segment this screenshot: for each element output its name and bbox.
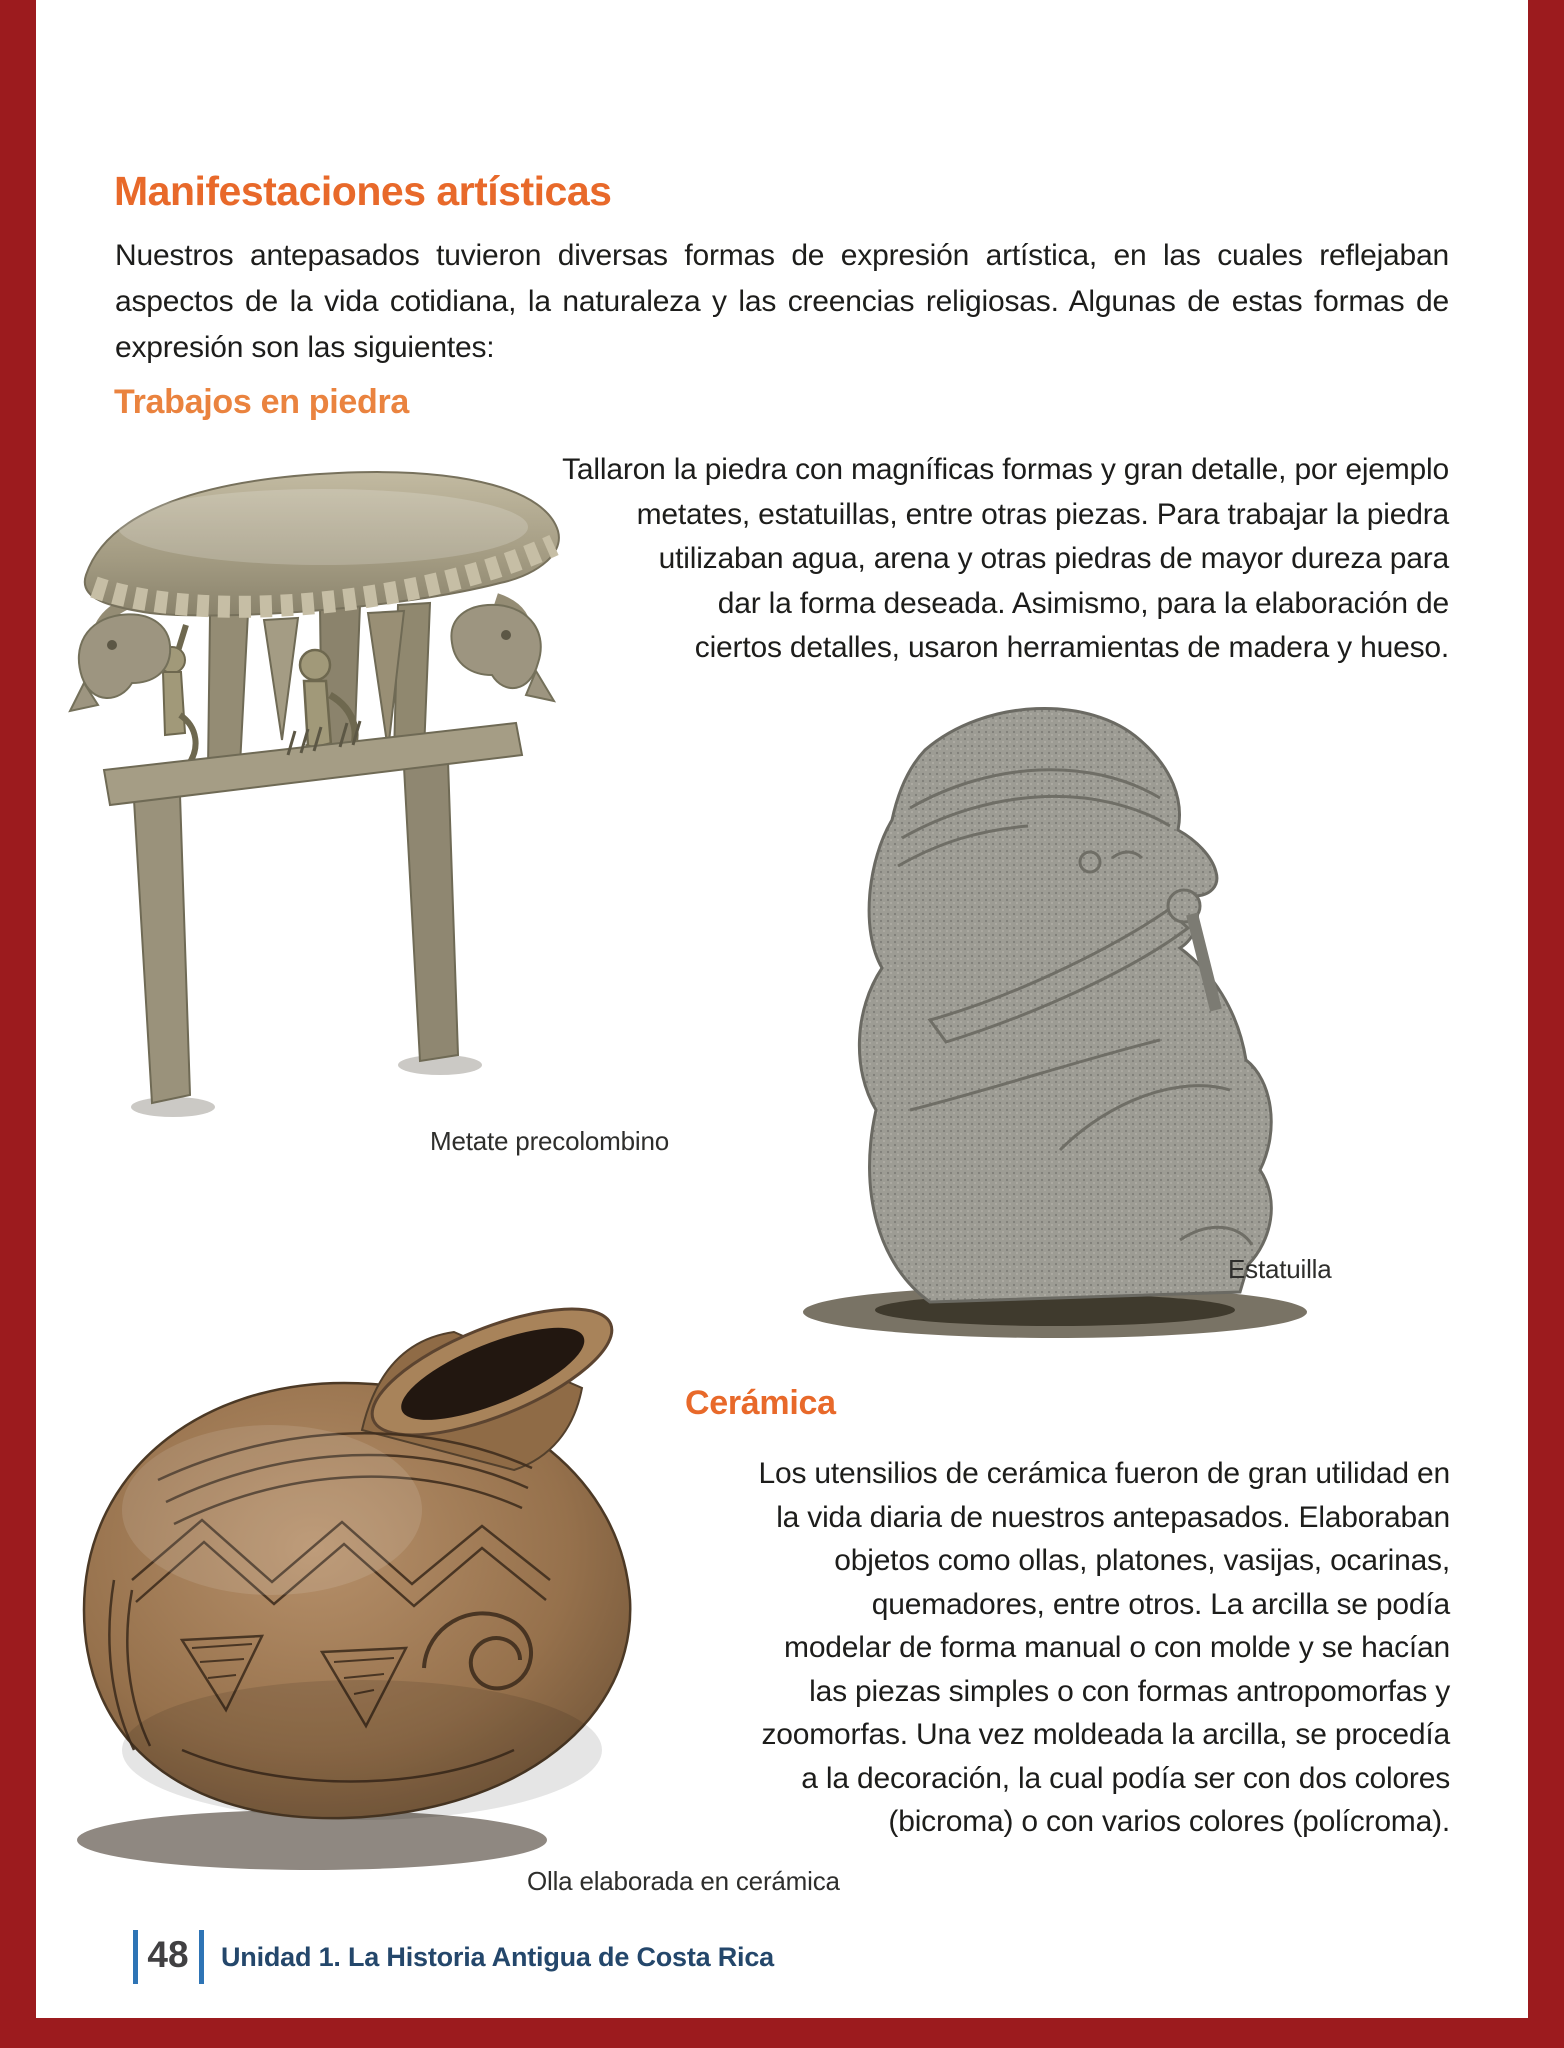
intro-paragraph	[115, 233, 1449, 371]
ceramic-text-line: modelar de forma manual o con molde y se hacían	[784, 1631, 1450, 1664]
page-title: Manifestaciones artísticas	[114, 168, 612, 214]
metate-caption: Metate precolombino	[430, 1126, 669, 1156]
ceramic-pot-caption: Olla elaborada en cerámica	[527, 1866, 840, 1896]
footer-unit-title: Unidad 1. La Historia Antigua de Costa Rica	[221, 1942, 774, 1972]
stone-text-line: ciertos detalles, usaron herramientas de madera y hueso.	[694, 631, 1449, 664]
ceramic-text-line: zoomorfas. Una vez moldeada la arcilla, se procedía	[761, 1718, 1450, 1751]
stone-text-line: metates, estatuillas, entre otras piezas. Para trabajar la piedra	[636, 497, 1449, 531]
intro-line: aspectos de la vida cotidiana, la naturaleza y las creencias religiosas. Algunas de estas formas de	[115, 285, 1449, 318]
estatuilla-photo	[760, 680, 1335, 1345]
stone-text-line: dar la forma deseada. Asimismo, para la elaboración de	[717, 586, 1449, 620]
ceramic-text-line: la vida diaria de nuestros antepasados. Elaboraban	[776, 1500, 1450, 1534]
ceramic-text-line: las piezas simples o con formas antropomorfas y	[809, 1674, 1450, 1708]
ceramic-paragraph	[675, 1452, 1450, 1844]
ceramic-text-line: quemadores, entre otros. La arcilla se podía	[871, 1587, 1450, 1621]
page-border-right	[1528, 0, 1564, 2048]
ceramic-text-line: objetos como ollas, platones, vasijas, ocarinas,	[834, 1544, 1450, 1577]
page-border-bottom	[0, 2018, 1564, 2048]
ceramic-text-line: (bicroma) o con varios colores (polícroma).	[888, 1805, 1450, 1838]
section-heading-stone: Trabajos en piedra	[114, 383, 410, 421]
intro-line: expresión son las siguientes:	[115, 331, 495, 364]
page-border-left	[0, 0, 36, 2048]
ceramic-text-line: a la decoración, la cual podía ser con dos colores	[801, 1761, 1450, 1795]
metate-photo	[68, 455, 643, 1120]
ceramic-pot-photo	[62, 1280, 702, 1890]
stone-text-line: Tallaron la piedra con magníficas formas y gran detalle, por ejemplo	[562, 453, 1449, 486]
page-number: 48	[147, 1934, 189, 1975]
footer-divider-right	[199, 1930, 204, 1984]
section-heading-ceramic: Cerámica	[685, 1384, 836, 1422]
estatuilla-caption: Estatuilla	[1228, 1254, 1332, 1284]
ceramic-text-line: Los utensilios de cerámica fueron de gran utilidad en	[758, 1457, 1450, 1490]
stone-text-line: utilizaban agua, arena y otras piedras de mayor dureza para	[658, 542, 1449, 575]
intro-line: Nuestros antepasados tuvieron diversas formas de expresión artística, en las cuales reflejaban	[115, 239, 1449, 272]
